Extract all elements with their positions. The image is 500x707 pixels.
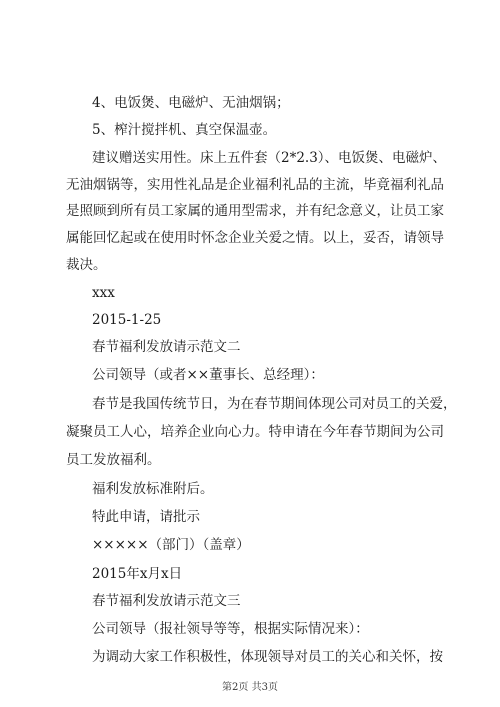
paragraph-line: 春节是我国传统节日，为在春节期间体现公司对员工的关爱， [92,396,457,412]
paragraph-line: 裁决。 [66,257,107,273]
section-title: 春节福利发放请示范文二 [92,339,241,355]
department-seal-line: ×××××（部门）（盖章） [92,537,250,553]
signature: xxx [92,285,115,301]
paragraph-line: 为调动大家工作积极性，体现领导对员工的关心和关怀，按 [92,649,443,665]
salutation: 公司领导（或者××董事长、总经理）： [92,367,324,383]
paragraph-line: 特此申请，请批示 [92,509,200,525]
list-item-4: 4、电饭煲、电磁炉、无油烟锅； [92,95,290,111]
date-line: 2015年x月x日 [92,566,183,582]
section-title: 春节福利发放请示范文三 [92,593,241,609]
paragraph-line: 福利发放标准附后。 [92,481,214,497]
paragraph-line: 凝聚员工人心，培养企业向心力。特申请在今年春节期间为公司 [66,424,444,440]
paragraph-line: 无油烟锅等，实用性礼品是企业福利礼品的主流，毕竟福利礼品 [66,177,444,193]
date-line: 2015-1-25 [92,312,162,328]
paragraph-line: 员工发放福利。 [66,452,161,468]
paragraph-line: 建议赠送实用性。床上五件套（2*2.3）、电饭煲、电磁炉、 [92,150,447,166]
list-item-5: 5、榨汁搅拌机、真空保温壶。 [92,122,277,138]
salutation: 公司领导（报社领导等等，根据实际情况来）： [92,621,369,637]
paragraph-line: 属能回忆起或在使用时怀念企业关爱之情。以上，妥否，请领导 [66,230,444,246]
paragraph-line: 是照顾到所有员工家属的通用型需求，并有纪念意义，让员工家 [66,203,444,219]
page-footer: 第2页 共3页 [222,682,278,693]
